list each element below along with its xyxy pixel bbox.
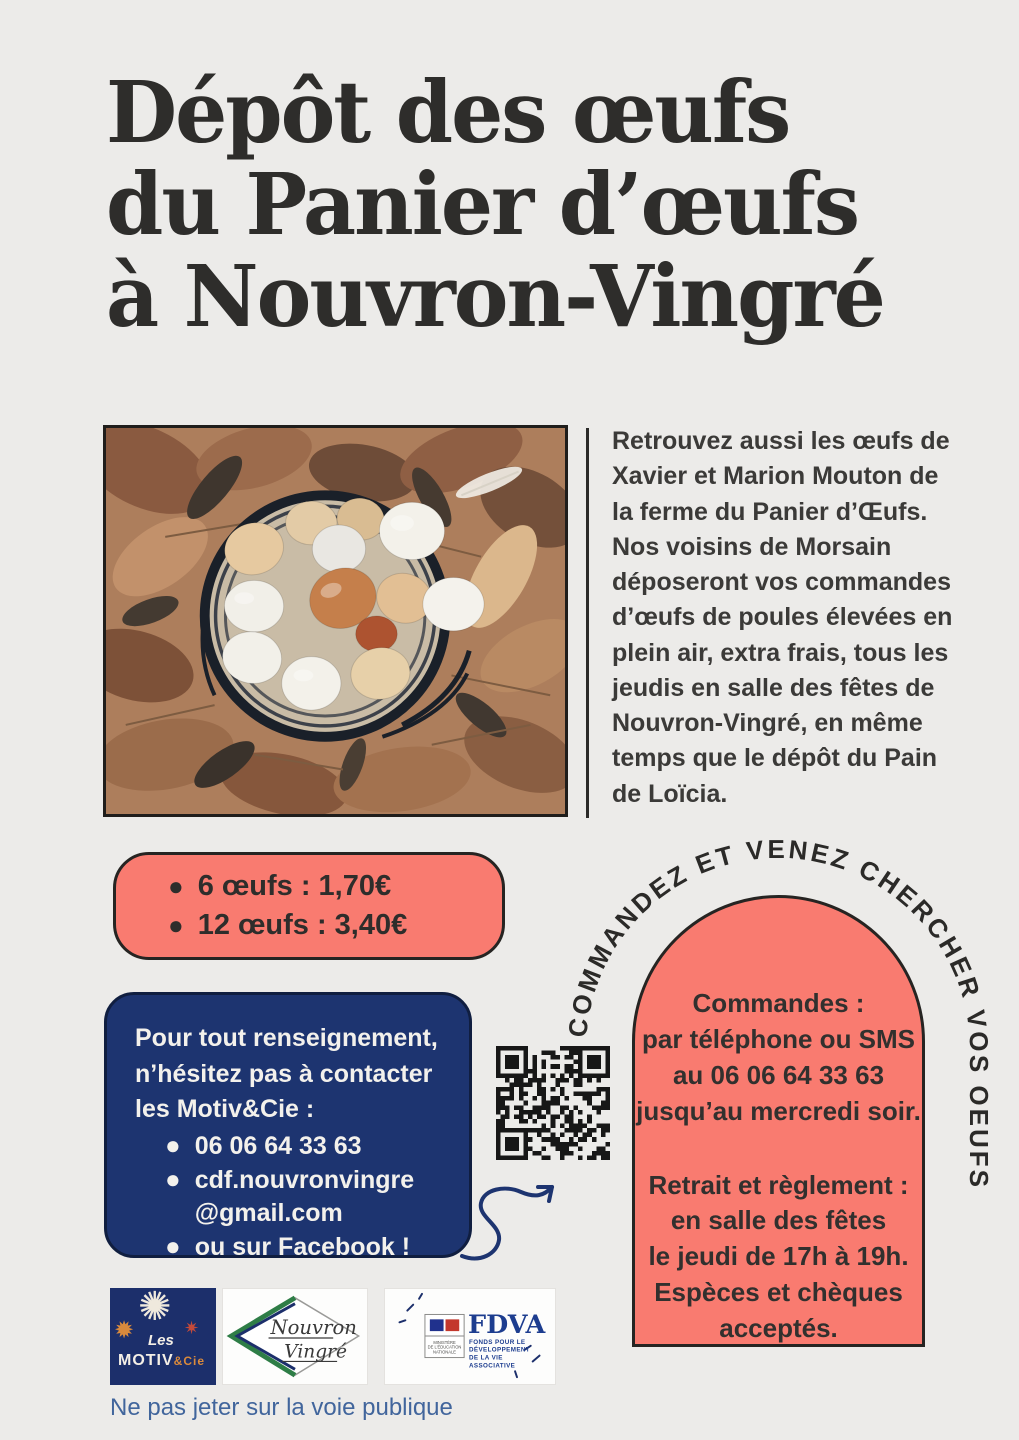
- svg-text:DÉVELOPPEMENT: DÉVELOPPEMENT: [469, 1346, 531, 1354]
- order-arch: [632, 895, 925, 1347]
- svg-text:Vingré: Vingré: [284, 1341, 348, 1363]
- bullet-icon: ●: [168, 910, 184, 940]
- svg-text:DE LA VIE: DE LA VIE: [469, 1354, 503, 1362]
- title-line-1: Dépôt des œufs: [106, 62, 790, 163]
- fdva-logo: [384, 1288, 556, 1385]
- bullet-icon: ●: [165, 1129, 181, 1160]
- title-line-3: à Nouvron-Vingré: [106, 246, 884, 347]
- orders-info: Commandes : par téléphone ou SMS au 06 06 64 33 63 jusqu’au mercredi soir.: [636, 988, 921, 1126]
- vertical-divider: [586, 428, 589, 818]
- bullet-icon: ●: [168, 871, 184, 901]
- contact-email[interactable]: ● cdf.nouvronvingre @gmail.com: [165, 1164, 415, 1227]
- contact-phone[interactable]: ● 06 06 64 33 63: [165, 1129, 362, 1160]
- contact-heading: Pour tout renseignement, n’hésitez pas à contacter les Motiv&Cie :: [135, 1024, 438, 1123]
- eggs-basket-photo: [103, 425, 568, 817]
- svg-text:Nouvron: Nouvron: [270, 1316, 357, 1340]
- price-item-6-eggs: ● 6 œufs : 1,70€: [168, 870, 392, 902]
- fireworks-icon: ✷: [184, 1318, 200, 1338]
- eggs-basket-illustration: [106, 428, 565, 814]
- contact-list: [135, 1130, 449, 1264]
- contact-box: [104, 992, 472, 1261]
- price-item-12-eggs: ● 12 œufs : 3,40€: [168, 909, 408, 941]
- qr-code-image: [496, 1046, 610, 1160]
- title-line-2: du Panier d’œufs: [106, 154, 859, 255]
- qr-code[interactable]: [496, 1046, 610, 1160]
- motiv-logo-name: MOTIV&Cie: [118, 1352, 206, 1369]
- intro-paragraph: Retrouvez aussi les œufs de Xavier et Marion Mouton de la ferme du Panier d’Œufs. Nos voisins de Morsain déposeront vos commandes d’œufs de poules élevées en plein air, extra frais, tous les jeudis en salle des fêtes de Nouvron-Vingré, en même temps que le dépôt du Pain de Loïcia.: [612, 427, 953, 808]
- svg-text:DE L’ÉDUCATION: DE L’ÉDUCATION: [427, 1344, 462, 1350]
- svg-text:ASSOCIATIVE: ASSOCIATIVE: [469, 1362, 516, 1370]
- orders-phone[interactable]: au 06 06 64 33 63: [672, 1059, 885, 1090]
- price-box: [113, 852, 505, 960]
- svg-text:FDVA: FDVA: [468, 1310, 546, 1341]
- svg-text:NATIONALE: NATIONALE: [433, 1349, 457, 1355]
- motiv-cie-logo: [110, 1288, 216, 1385]
- footer-note: Ne pas jeter sur la voie publique: [110, 1394, 453, 1421]
- nouvron-vingre-logo: [222, 1288, 368, 1385]
- svg-text:FONDS POUR LE: FONDS POUR LE: [469, 1338, 526, 1346]
- curved-slogan-text: COMMANDEZ ET VENEZ CHERCHER VOS OEUFS: [562, 833, 995, 1190]
- bullet-icon: ●: [165, 1231, 181, 1261]
- fireworks-icon: ✺: [138, 1288, 172, 1329]
- page-title: [106, 62, 986, 347]
- contact-facebook[interactable]: ● ou sur Facebook !: [165, 1231, 411, 1261]
- svg-text:MINISTÈRE: MINISTÈRE: [433, 1339, 456, 1345]
- fireworks-icon: ✹: [114, 1317, 135, 1344]
- pickup-info: Retrait et règlement : en salle des fêtes le jeudi de 17h à 19h. Espèces et chèques acceptés.: [648, 1169, 909, 1343]
- bullet-icon: ●: [165, 1164, 181, 1194]
- motiv-logo-les: Les: [148, 1332, 174, 1349]
